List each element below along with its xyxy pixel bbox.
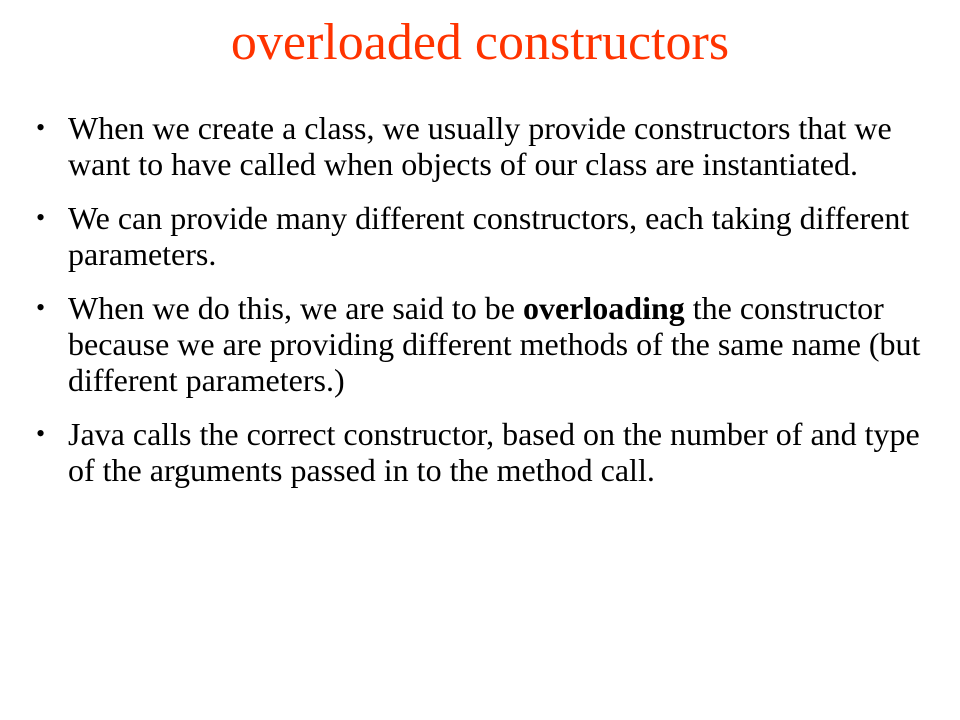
bullet-dot-icon: • bbox=[36, 113, 46, 142]
bullet-dot-icon: • bbox=[36, 203, 46, 232]
bullet-bold-term: overloading bbox=[522, 290, 685, 326]
slide-title: overloaded constructors bbox=[230, 14, 730, 71]
bullet-text: Java calls the correct constructor, based on the number of and type of the arguments passed in to the method call. bbox=[68, 416, 920, 488]
bullet-text-after: the constructor because we are providing different methods of the same name (but different parameters.) bbox=[68, 290, 921, 398]
bullet-list bbox=[36, 110, 946, 506]
bullet-item bbox=[36, 290, 946, 398]
bullet-text: When we create a class, we usually provide constructors that we want to have called when objects of our class are instantiated. bbox=[68, 110, 892, 182]
bullet-text: We can provide many different constructors, each taking different parameters. bbox=[68, 200, 910, 272]
bullet-item bbox=[36, 200, 946, 272]
bullet-dot-icon: • bbox=[36, 419, 46, 448]
bullet-item bbox=[36, 416, 946, 488]
bullet-item bbox=[36, 110, 946, 182]
bullet-dot-icon: • bbox=[36, 293, 46, 322]
bullet-text-before: When we do this, we are said to be bbox=[68, 290, 523, 326]
